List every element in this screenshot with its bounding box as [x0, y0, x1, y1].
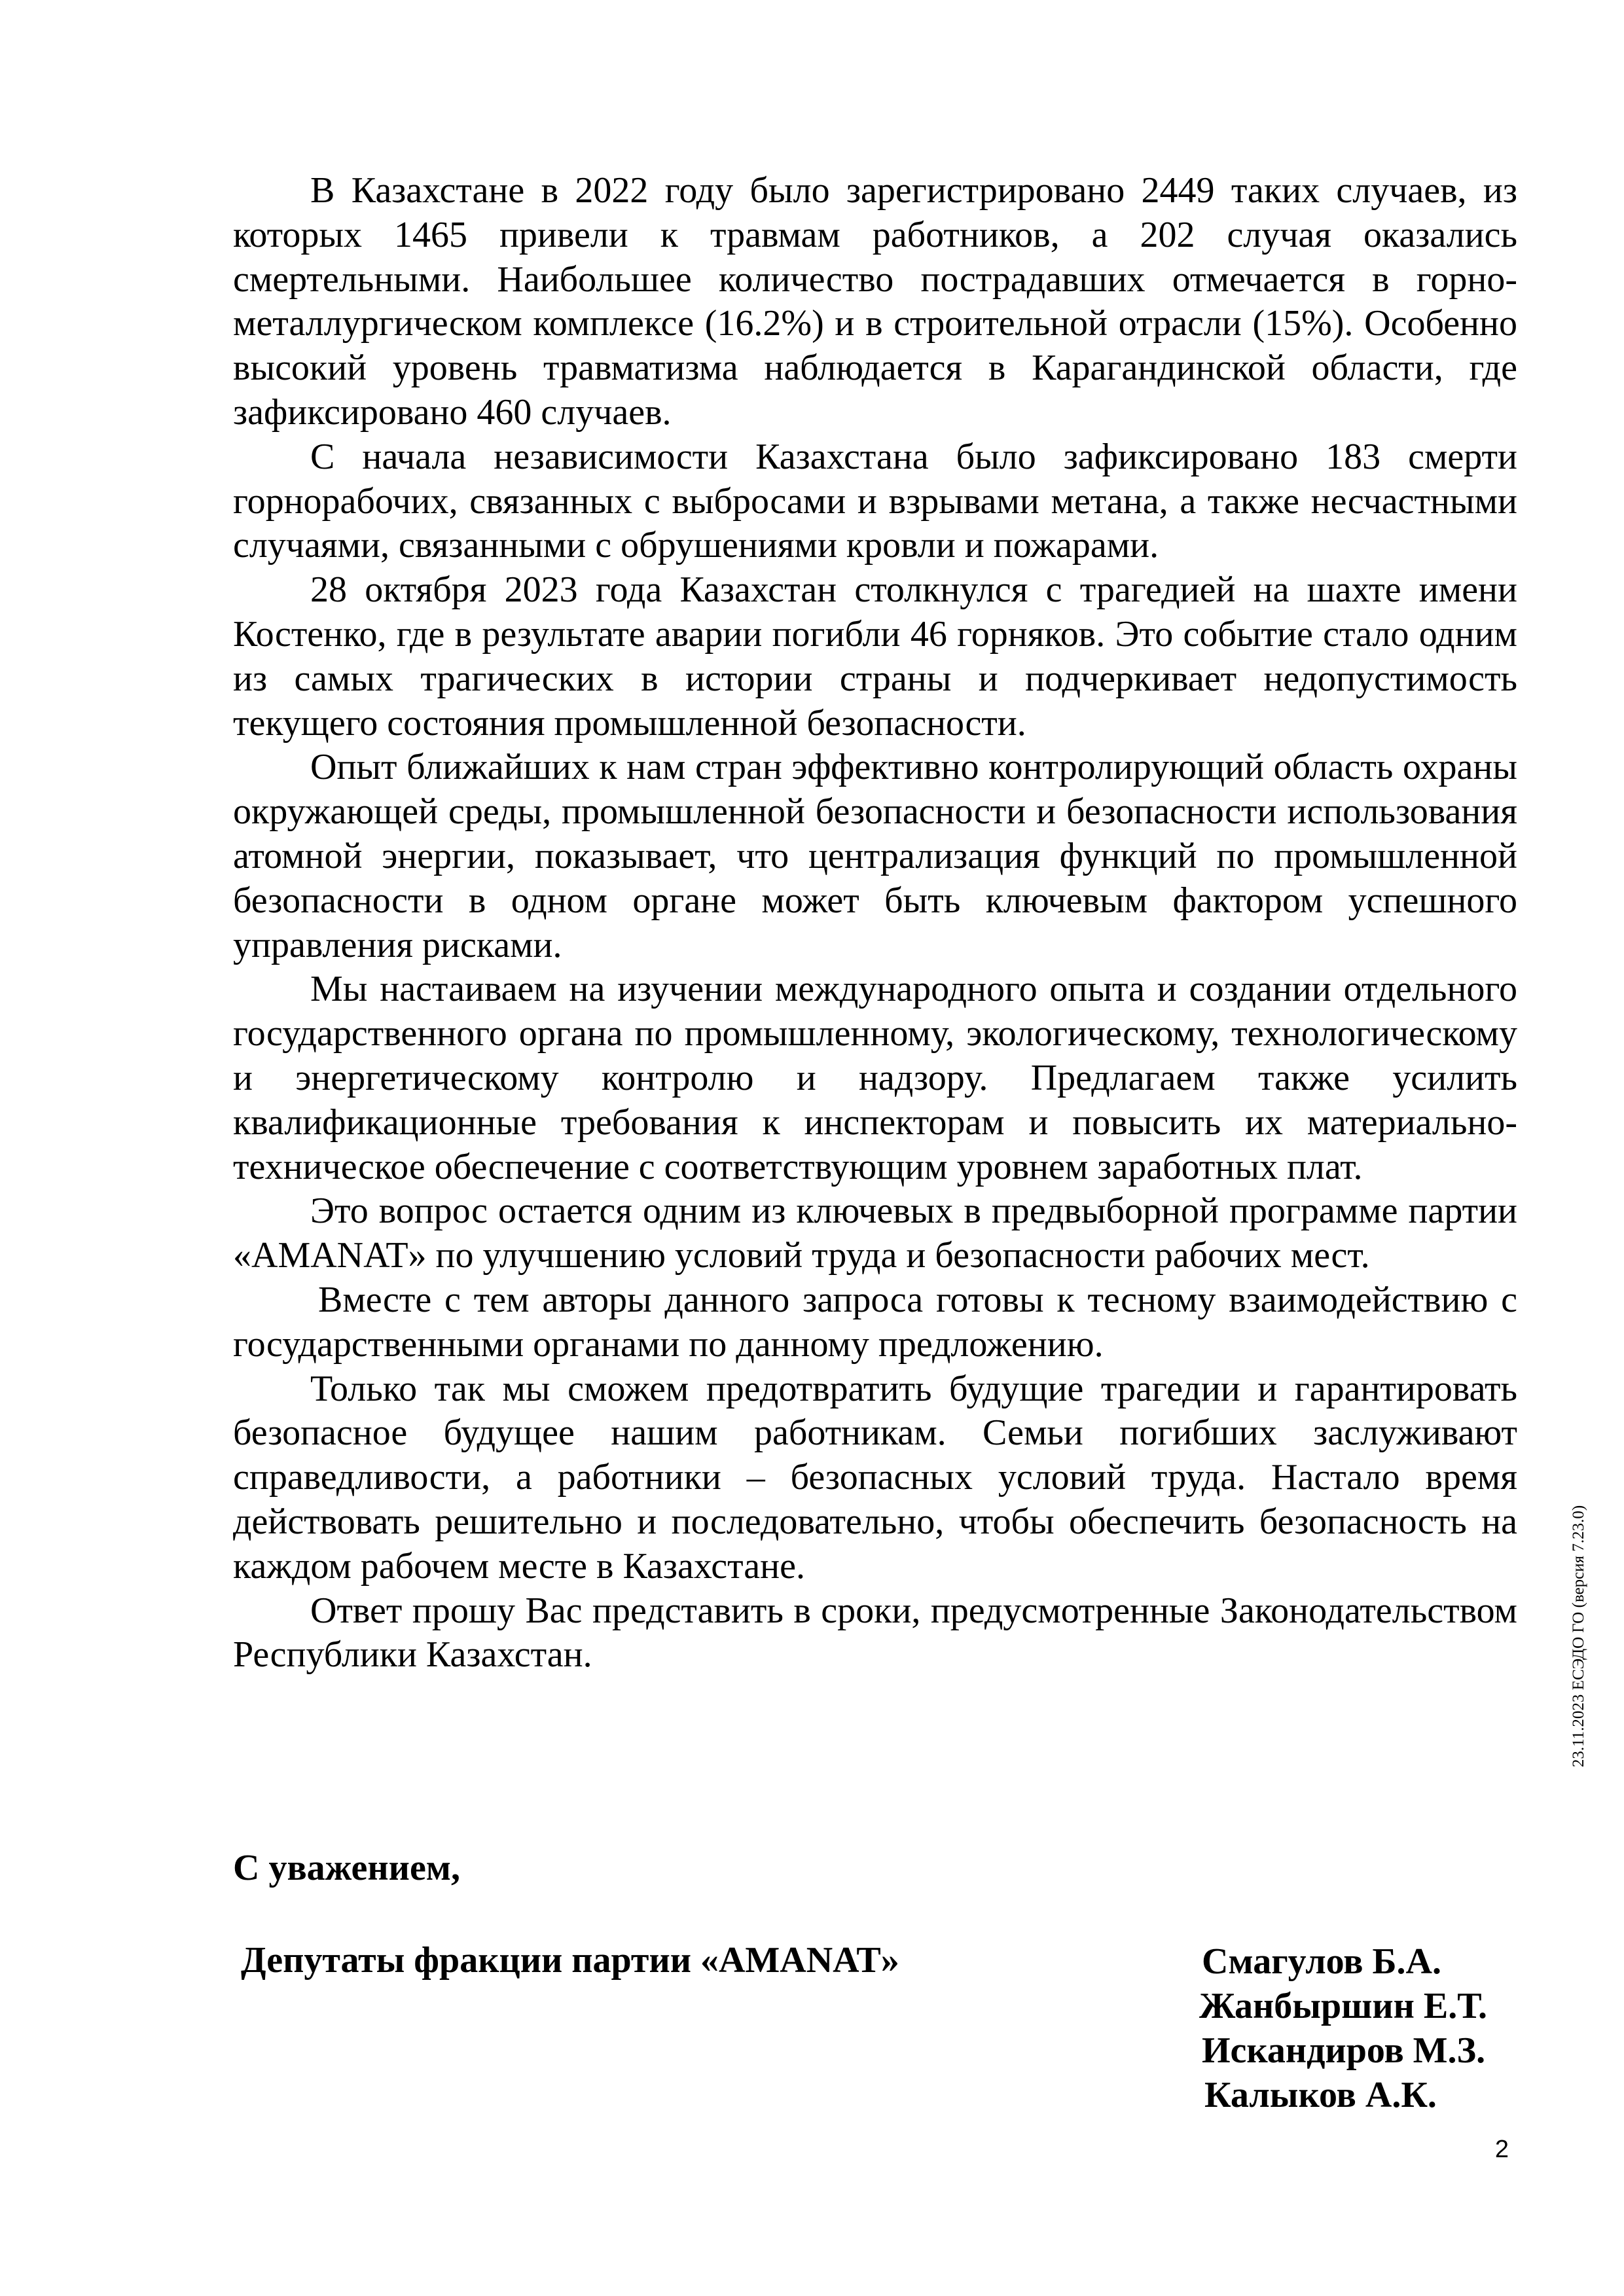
closing-salutation: С уважением,: [233, 1848, 460, 1888]
signatory-name: Искандиров М.З.: [1202, 2030, 1486, 2071]
paragraph-miner-deaths: С начала независимости Казахстана было зафиксировано 183 смерти горнорабочих, связанных с выбросами и взрывами метана, а также несчастными случаями, связанными с обрушениями кровли и пожарами.: [233, 436, 1517, 566]
signatory-name: Смагулов Б.А.: [1202, 1941, 1441, 1982]
paragraph-kostenko-mine-tragedy: 28 октября 2023 года Казахстан столкнулся с трагедией на шахте имени Костенко, где в результате аварии погибли 46 горняков. Это событие стало одним из самых трагических в истории страны и подчеркивает недопустимость текущего состояния промышленной безопасности.: [233, 569, 1517, 744]
paragraph-foreign-experience: Опыт ближайших к нам стран эффективно контролирующий область охраны окружающей среды, промышленной безопасности и безопасности использования атомной энергии, показывает, что централизация функций по промышленной безопасности в одном органе может быть ключевым фактором успешного управления рисками.: [233, 747, 1517, 965]
paragraph-injury-statistics: В Казахстане в 2022 году было зарегистрировано 2449 таких случаев, из которых 1465 привели к травмам работников, а 202 случая оказались смертельными. Наибольшее количество пострадавших отмечается в горно-металлургическом комплексе (16.2%) и в строительной отрасли (15%). Особенно высокий уровень травматизма наблюдается в Карагандинской области, где зафиксировано 460 случаев.: [233, 170, 1517, 433]
paragraph-proposal: Мы настаиваем на изучении международного опыта и создании отдельного государственного органа по промышленному, экологическому, технологическому и энергетическому контролю и надзору. Предлагаем также усилить квалификационные требования к инспекторам и повысить их материально-техническое обеспечение с соответствующим уровнем заработных плат.: [233, 969, 1517, 1187]
paragraph-call-to-action: Только так мы сможем предотвратить будущие трагедии и гарантировать безопасное будущее нашим работникам. Семьи погибших заслуживают справедливости, а работники – безопасных условий труда. Настало время действовать решительно и последовательно, чтобы обеспечить безопасность на каждом рабочем месте в Казахстане.: [233, 1368, 1517, 1587]
signatory-name: Калыков А.К.: [1204, 2075, 1437, 2115]
paragraph-response-request: Ответ прошу Вас представить в сроки, предусмотренные Законодательством Республики Казахстан.: [233, 1590, 1517, 1676]
registration-stamp-text: 23.11.2023 ЕСЭДО ГО (версия 7.23.0): [1570, 1505, 1587, 1768]
letter-body: [233, 169, 1517, 1677]
faction-signature-label: Депутаты фракции партии «AMANAT»: [241, 1940, 899, 1981]
paragraph-cooperation: Вместе с тем авторы данного запроса готовы к тесному взаимодействию с государственными органами по данному предложению.: [233, 1279, 1517, 1365]
page-number: 2: [1494, 2136, 1509, 2163]
paragraph-election-program: Это вопрос остается одним из ключевых в предвыборной программе партии «AMANAT» по улучшению условий труда и безопасности рабочих мест.: [233, 1191, 1517, 1276]
signatory-name: Жанбыршин Е.Т.: [1199, 1986, 1488, 2026]
signatories-list: [1199, 1939, 1488, 2117]
